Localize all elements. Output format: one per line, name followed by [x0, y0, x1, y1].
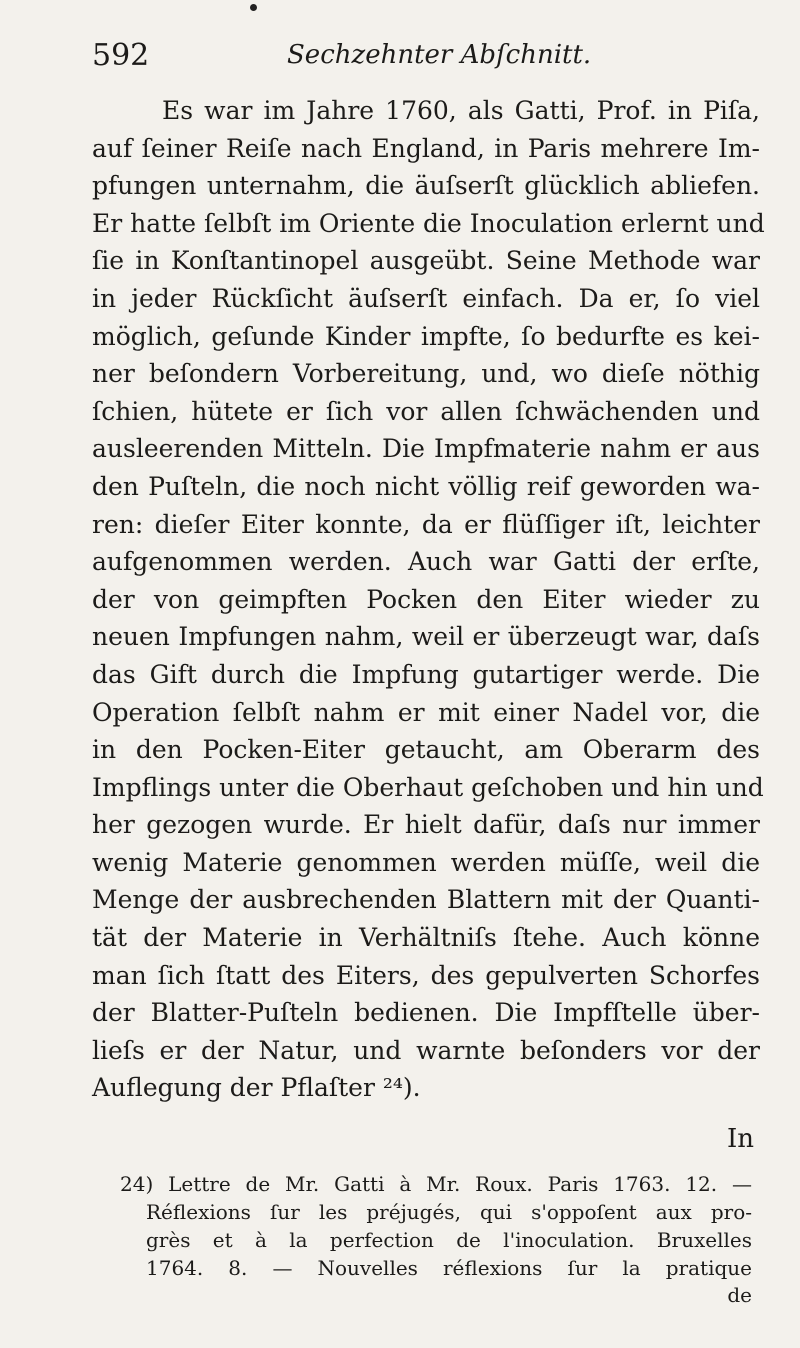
text-line: Menge der ausbrechenden Blattern mit der Quanti-: [92, 885, 760, 915]
text-line: ſchien, hütete er ſich vor allen ſchwächenden und: [92, 396, 760, 426]
footnote-line: grès et à la perfection de l'inoculation. Bruxelles: [146, 1228, 752, 1252]
text-line: ſie in Konſtantinopel ausgeübt. Seine Methode war: [92, 246, 760, 276]
text-line: auf ſeiner Reiſe nach England, in Paris mehrere Im-: [92, 133, 760, 163]
text-line: Er hatte ſelbſt im Oriente die Inoculation erlernt und: [92, 208, 765, 238]
text-line: Operation ſelbſt nahm er mit einer Nadel vor, die: [92, 697, 760, 727]
text-line: ner beſondern Vorbereitung, und, wo dieſe nöthig: [92, 359, 760, 389]
text-line: in jeder Rückſicht äuſserſt einfach. Da er, ſo viel: [92, 283, 760, 313]
text-line: tät der Materie in Verhältniſs ſtehe. Auch könne: [92, 923, 760, 953]
text-line: den Puſteln, die noch nicht völlig reif geworden wa-: [92, 471, 760, 501]
text-line: Impflings unter die Oberhaut geſchoben und hin und: [92, 772, 764, 802]
text-line: ausleerenden Mitteln. Die Impfmaterie nahm er aus: [92, 434, 760, 464]
text-line: ren: dieſer Eiter konnte, da er flüſſiger iſt, leichter: [92, 509, 760, 539]
footnote-line: Réflexions ſur les préjugés, qui s'oppoſent aux pro-: [146, 1200, 752, 1224]
main-text: [92, 92, 765, 1107]
ink-speck: [250, 4, 257, 11]
catchword: In: [726, 1124, 754, 1154]
text-line: Auflegung der Pflaſter ²⁴).: [92, 1073, 421, 1103]
text-line: man ſich ſtatt des Eiters, des gepulverten Schorfes: [92, 960, 760, 990]
footnote-line: 24) Lettre de Mr. Gatti à Mr. Roux. Paris 1763. 12. —: [120, 1172, 752, 1196]
text-line: der von geimpften Pocken den Eiter wieder zu: [92, 584, 760, 614]
text-line: lieſs er der Natur, und warnte beſonders vor der: [92, 1035, 760, 1065]
footnote: [120, 1170, 752, 1308]
text-line: pfungen unternahm, die äuſserſt glücklich abliefen.: [92, 171, 760, 201]
footnote-line: 1764. 8. — Nouvelles réflexions ſur la pratique: [146, 1256, 752, 1280]
text-line: in den Pocken-Eiter getaucht, am Oberarm des: [92, 735, 760, 765]
text-line: wenig Materie genommen werden müſſe, weil die: [92, 847, 760, 877]
text-line: möglich, geſunde Kinder impfte, ſo bedurfte es kei-: [92, 321, 760, 351]
text-line: neuen Impfungen nahm, weil er überzeugt war, daſs: [92, 622, 760, 652]
page-number: 592: [92, 38, 150, 73]
page-header: [92, 32, 772, 74]
text-line: aufgenommen werden. Auch war Gatti der erſte,: [92, 547, 760, 577]
text-line: her gezogen wurde. Er hielt dafür, daſs nur immer: [92, 810, 760, 840]
text-line: der Blatter-Puſteln bedienen. Die Impfſtelle über-: [92, 998, 760, 1028]
running-title: Sechzehnter Abſchnitt.: [287, 40, 592, 70]
footnote-catchword: de: [727, 1283, 752, 1307]
text-line: das Gift durch die Impfung gutartiger werde. Die: [92, 659, 760, 689]
text-line: Es war im Jahre 1760, als Gatti, Prof. in Piſa,: [162, 96, 760, 125]
